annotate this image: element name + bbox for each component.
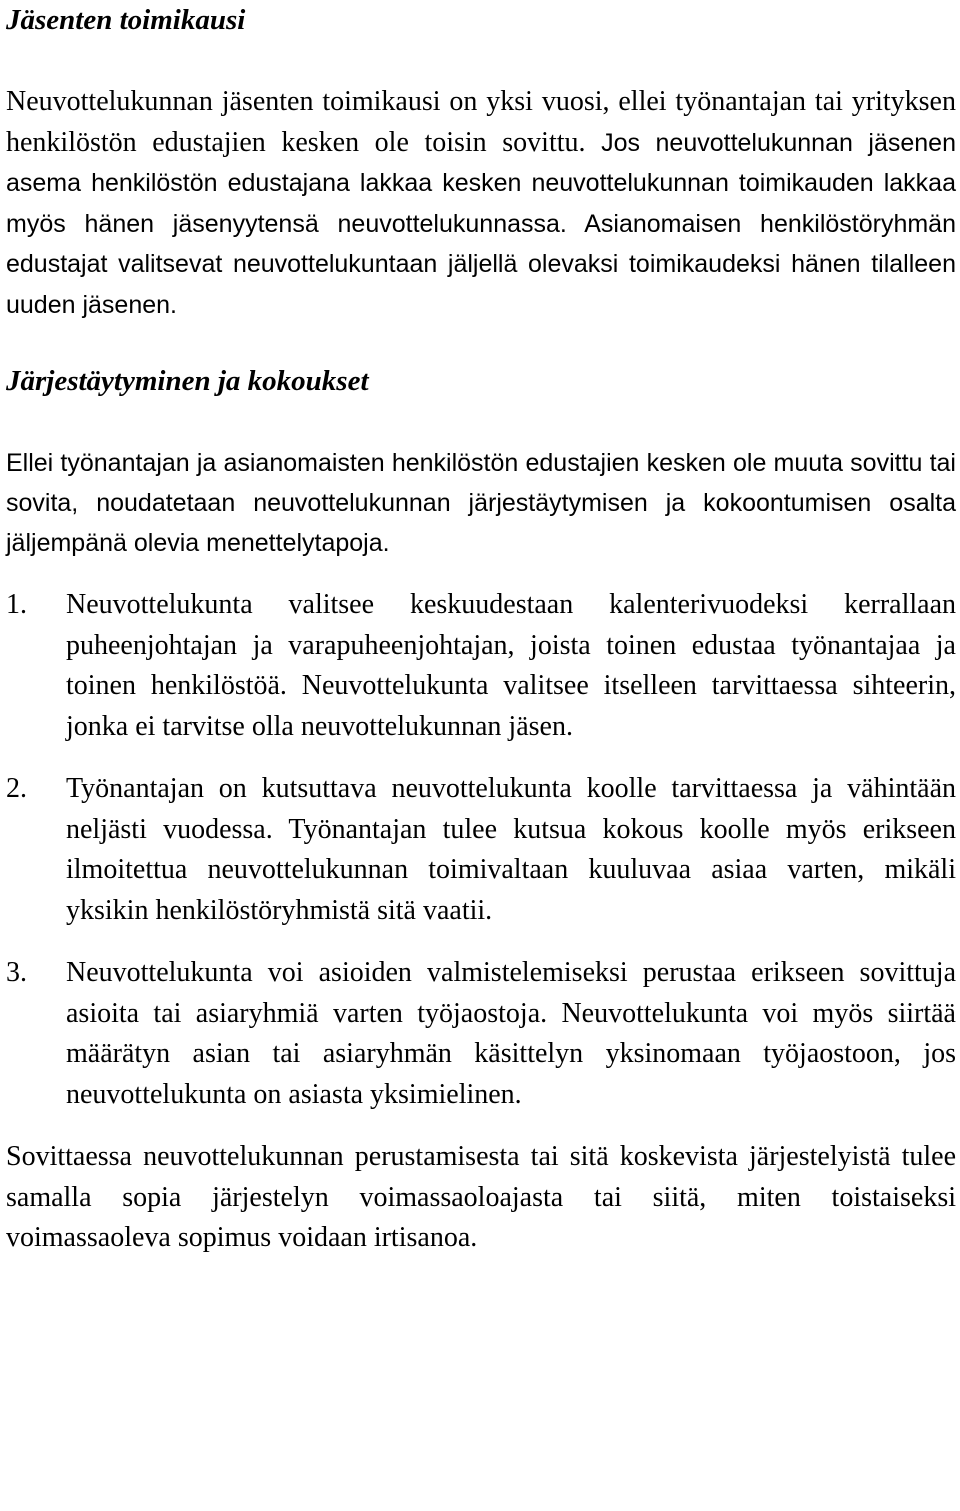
list-item xyxy=(6,769,956,931)
term-paragraph-serif: Neuvottelukunnan jäsenten toimikausi on yksi vuosi, ellei työnantajan tai yrityksen henkilöstön edustajien kesken ole toisin sovittu. xyxy=(6,86,956,158)
term-paragraph-sans: Jos neuvottelukunnan jäsenen asema henkilöstön edustajana lakkaa kesken neuvottelukunnan toimikauden lakkaa myös hänen jäsenyytensä neuvottelukunnassa. Asianomaisen henkilöstöryhmän edustajat valitsevat neuvottelukuntaan jäljellä olevaksi toimikaudeksi hänen tilalleen uuden jäsenen. xyxy=(6,128,956,319)
section-heading-organization: Järjestäytyminen ja kokoukset xyxy=(6,365,369,397)
list-item-number: 1. xyxy=(6,589,27,620)
list-item-number: 2. xyxy=(6,773,27,804)
list-item xyxy=(6,953,956,1115)
closing-paragraph: Sovittaessa neuvottelukunnan perustamisesta tai sitä koskevista järjestelyistä tulee samalla sopia järjestelyn voimassaoloajasta tai siitä, miten toistaiseksi voimassaoleva sopimus voidaan irtisanoa. xyxy=(6,1141,956,1253)
list-item xyxy=(6,585,956,747)
section-heading-term: Jäsenten toimikausi xyxy=(6,4,246,36)
list-item-text: Työnantajan on kutsuttava neuvottelukunta koolle tarvittaessa ja vähintään neljästi vuodessa. Työnantajan tulee kutsua kokous koolle myös erikseen ilmoitettua neuvottelukunnan toimivaltaan kuuluvaa asiaa varten, mikäli yksikin henkilöstöryhmistä sitä vaatii. xyxy=(66,773,956,926)
procedure-list xyxy=(6,585,956,1115)
list-item-number: 3. xyxy=(6,957,27,988)
list-item-text: Neuvottelukunta voi asioiden valmistelemiseksi perustaa erikseen sovittuja asioita tai asiaryhmiä varten työjaostoja. Neuvottelukunta voi myös siirtää määrätyn asian tai asiaryhmän käsittelyn yksinomaan työjaostoon, jos neuvottelukunta on asiasta yksimielinen. xyxy=(66,957,956,1110)
term-paragraph xyxy=(6,82,956,325)
list-item-text: Neuvottelukunta valitsee keskuudestaan kalenterivuodeksi kerrallaan puheenjohtajan ja varapuheenjohtajan, joista toinen edustaa työnantajaa ja toinen henkilöstöä. Neuvottelukunta valitsee itselleen tarvittaessa sihteerin, jonka ei tarvitse olla neuvottelukunnan jäsen. xyxy=(66,589,956,742)
organization-intro: Ellei työnantajan ja asianomaisten henkilöstön edustajien kesken ole muuta sovittu tai sovita, noudatetaan neuvottelukunnan järjestäytymisen ja kokoontumisen osalta jäljempänä olevia menettelytapoja. xyxy=(6,449,956,557)
